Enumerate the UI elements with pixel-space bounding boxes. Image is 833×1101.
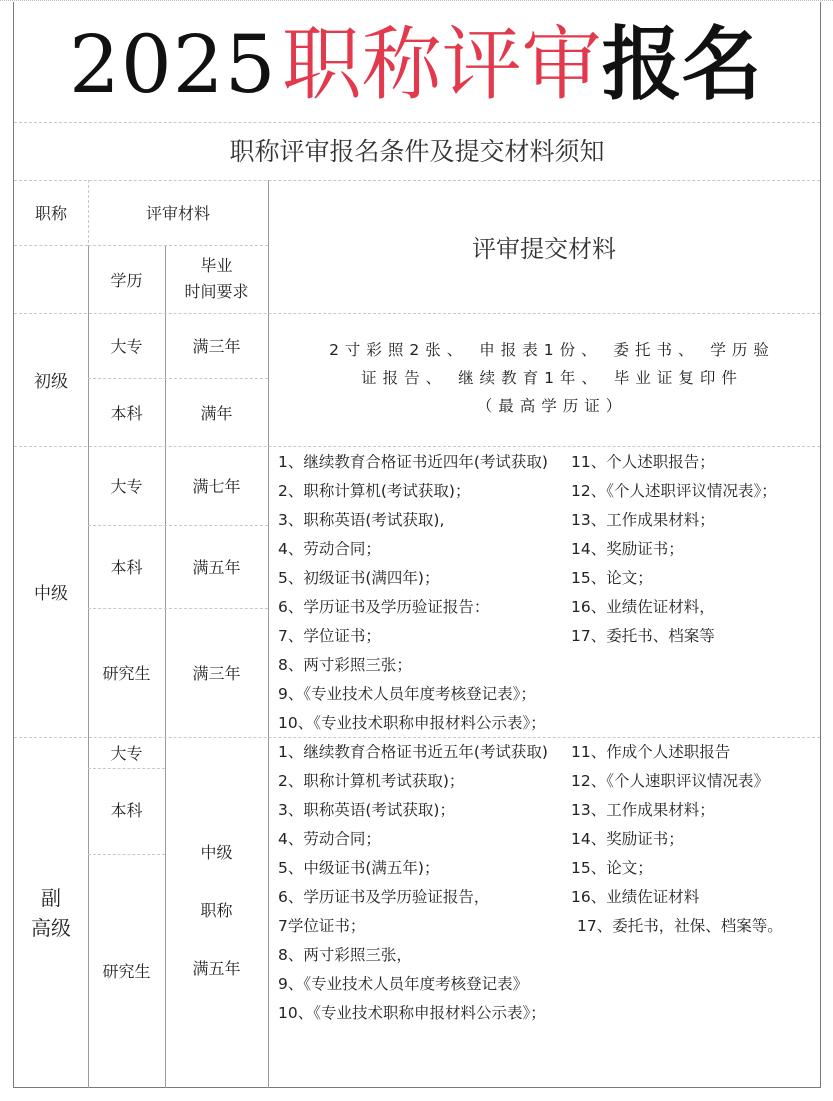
material-item: 14、奖励证书；	[571, 540, 684, 558]
material-item: 6、学历证书及学历验证报告：	[278, 598, 490, 616]
material-item: 11、个人述职报告；	[571, 453, 715, 471]
title-black-part: 报名	[601, 18, 762, 111]
senior-grade	[14, 737, 88, 1088]
senior-req-line: 中级	[200, 843, 233, 862]
material-item: 2、职称计算机(考试获取)；	[278, 482, 471, 500]
material-item: 14、奖励证书；	[571, 830, 684, 848]
junior-edu-1: 大专	[110, 337, 143, 356]
intermediate-materials	[278, 448, 818, 738]
divider	[14, 122, 820, 123]
material-item: 16、业绩佐证材料	[571, 888, 700, 906]
header-education-cell: 学历	[110, 270, 143, 290]
junior-materials-line: （最高学历证）	[476, 397, 628, 415]
material-item: 8、两寸彩照三张；	[278, 656, 412, 674]
material-item: 9、《专业技术人员年度考核登记表》；	[278, 685, 536, 703]
header-submit-cell: 评审提交材料	[472, 235, 616, 263]
senior-edu-3: 研究生	[102, 962, 151, 981]
intermediate-time-2: 满五年	[192, 558, 241, 577]
material-item: 3、职称英语(考试获取),	[278, 511, 445, 529]
page-title	[69, 10, 762, 120]
material-item: 7、学位证书；	[278, 627, 381, 645]
title-year: 2025	[69, 18, 277, 111]
material-item: 7学位证书；	[278, 917, 366, 935]
material-item: 13、工作成果材料；	[571, 511, 715, 529]
material-item: 6、学历证书及学历验证报告，	[278, 888, 490, 906]
material-item: 1、继续教育合格证书近四年(考试获取)	[278, 453, 548, 471]
junior-time-2: 满年	[200, 403, 233, 423]
intermediate-edu-3: 研究生	[102, 664, 151, 683]
material-item: 17、委托书，社保、档案等。	[577, 917, 783, 935]
senior-grade-line1: 副	[41, 885, 61, 910]
intermediate-time-1: 满七年	[192, 477, 241, 496]
material-item: 15、论文；	[571, 569, 653, 587]
material-item: 8、两寸彩照三张，	[278, 946, 412, 964]
material-item: 5、中级证书(满五年)；	[278, 859, 440, 877]
material-item: 12、《个人述职评议情况表》；	[571, 482, 777, 500]
senior-edu-2: 本科	[110, 801, 143, 820]
col-divider	[268, 180, 269, 1088]
grad-time-line2: 时间要求	[184, 282, 249, 301]
senior-requirement	[165, 824, 268, 998]
top-border	[0, 0, 833, 1]
page-header	[14, 2, 820, 122]
material-item: 17、委托书、档案等	[571, 627, 715, 645]
intermediate-grade: 中级	[34, 584, 68, 604]
junior-materials-line: 2寸彩照2张、 申报表1份、 委托书、 学历验	[329, 341, 775, 359]
intermediate-time-3: 满三年	[192, 664, 241, 683]
senior-materials	[278, 738, 818, 1028]
material-item: 9、《专业技术人员年度考核登记表》	[278, 975, 529, 993]
junior-time-1: 满三年	[192, 337, 241, 356]
material-item: 15、论文；	[571, 859, 653, 877]
material-item: 5、初级证书(满四年)；	[278, 569, 440, 587]
material-item: 10、《专业技术职称申报材料公示表》；	[278, 1004, 546, 1022]
row-divider	[14, 245, 88, 246]
intermediate-edu-1: 大专	[110, 477, 143, 496]
title-red-part: 职称评审	[281, 18, 602, 111]
senior-grade-line2: 高级	[31, 915, 71, 940]
junior-materials	[284, 336, 820, 420]
material-item: 10、《专业技术职称申报材料公示表》；	[278, 714, 546, 732]
material-item: 2、职称计算机考试获取)；	[278, 772, 465, 790]
senior-edu-1: 大专	[110, 744, 143, 763]
material-item: 1、继续教育合格证书近五年(考试获取)	[278, 743, 548, 761]
header-title-cell: 职称	[34, 204, 67, 223]
header-grad-time-cell	[165, 245, 268, 313]
registration-sheet	[13, 2, 821, 1088]
subtitle: 职称评审报名条件及提交材料须知	[229, 137, 605, 166]
material-item: 11、作成个人述职报告	[571, 743, 731, 761]
intermediate-edu-2: 本科	[110, 558, 143, 577]
header-materials-cell: 评审材料	[145, 204, 210, 223]
junior-edu-2: 本科	[110, 403, 143, 423]
junior-materials-line: 证报告、 继续教育1年、 毕业证复印件	[361, 369, 743, 387]
senior-req-line: 职称	[200, 901, 233, 920]
material-item: 3、职称英语(考试获取)；	[278, 801, 455, 819]
material-item: 4、劳动合同；	[278, 830, 381, 848]
material-item: 4、劳动合同；	[278, 540, 381, 558]
material-item: 13、工作成果材料；	[571, 801, 715, 819]
junior-grade: 初级	[34, 372, 68, 392]
grad-time-line1: 毕业	[200, 256, 233, 275]
material-item: 12、《个人速职评议情况表》	[571, 772, 769, 790]
senior-req-line: 满五年	[192, 959, 241, 978]
material-item: 16、业绩佐证材料，	[571, 598, 715, 616]
